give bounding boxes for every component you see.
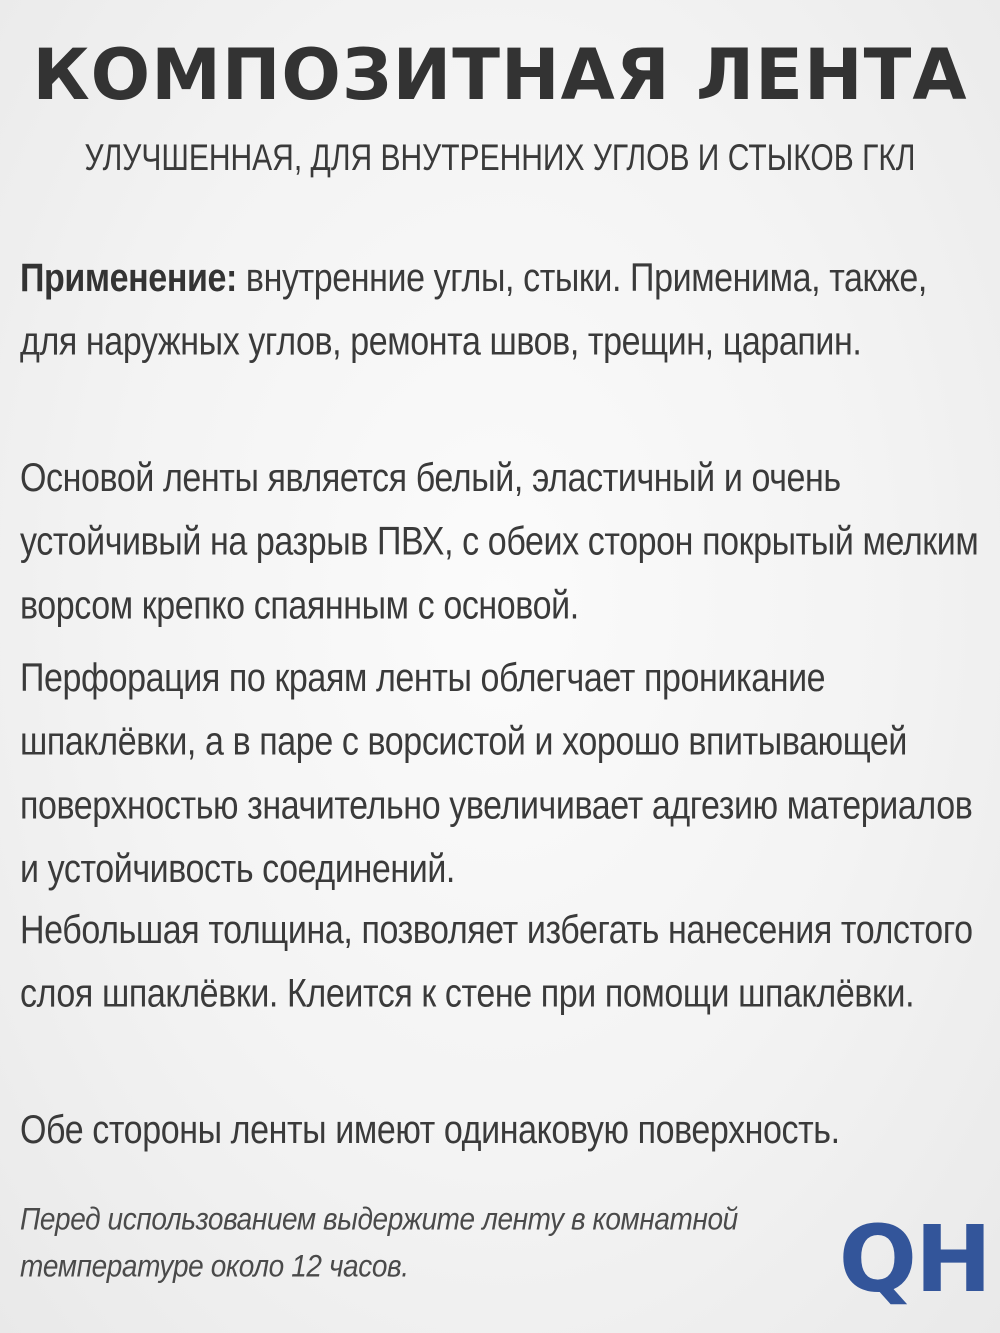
usage-note: Перед использованием выдержите ленту в комнатной температуре около 12 часов. — [20, 1201, 738, 1284]
application-label: Применение: — [20, 255, 237, 301]
application-paragraph — [20, 246, 980, 373]
perforation-paragraph: Перфорация по краям ленты облегчает проникание шпаклёвки, а в паре с ворсистой и хорошо впитывающей поверхностью значительно увеличивает адгезию материалов и устойчивость соединений. — [20, 655, 973, 892]
page-subtitle: УЛУЧШЕННАЯ, ДЛЯ ВНУТРЕННИХ УГЛОВ И СТЫКОВ ГКЛ — [84, 137, 916, 179]
thickness-paragraph: Небольшая толщина, позволяет избегать нанесения толстого слоя шпаклёвки. Клеится к стене при помощи шпаклёвки. — [20, 907, 973, 1016]
page-title: КОМПОЗИТНАЯ ЛЕНТА — [32, 34, 968, 116]
brand-logo: QH — [838, 1206, 990, 1313]
surface-paragraph: Обе стороны ленты имеют одинаковую поверхность. — [20, 1107, 840, 1153]
application-text: внутренние углы, стыки. Применима, также, для наружных углов, ремонта швов, трещин, царапин. — [20, 255, 927, 364]
material-paragraph: Основой ленты является белый, эластичный и очень устойчивый на разрыв ПВХ, с обеих сторон покрытый мелким ворсом крепко спаянным с основой. — [20, 455, 979, 628]
